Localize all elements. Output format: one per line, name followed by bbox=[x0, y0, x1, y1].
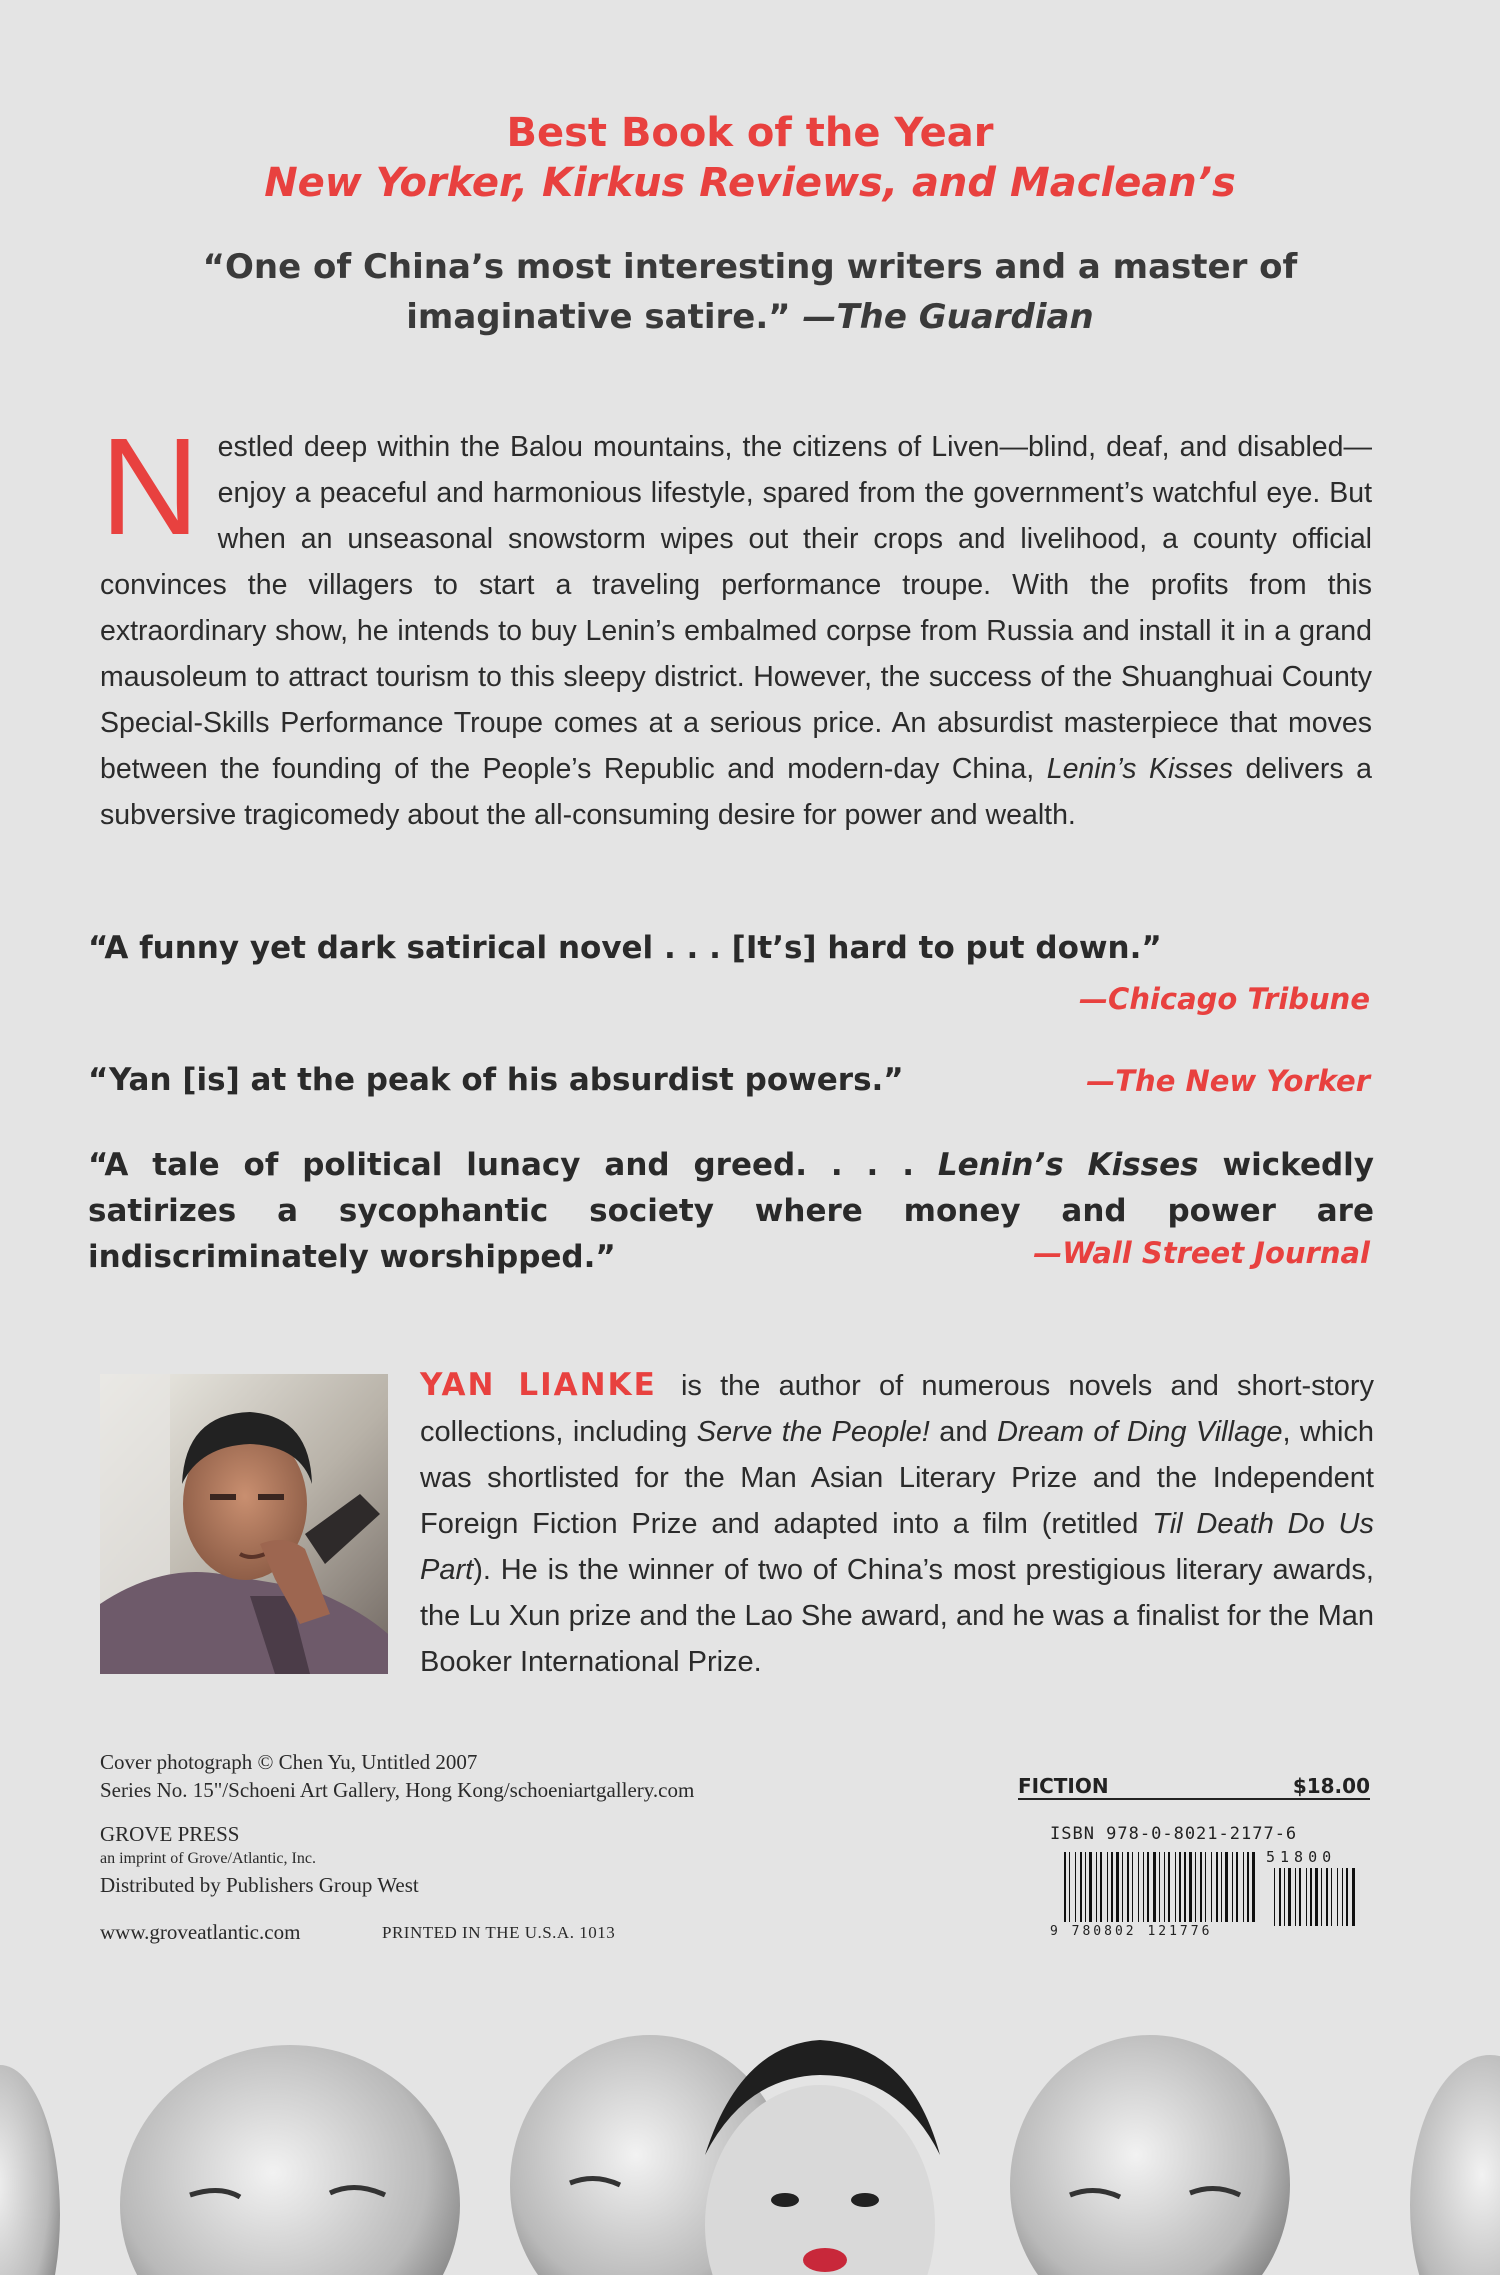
addon-bar bbox=[1346, 1868, 1348, 1926]
barcode-bar bbox=[1205, 1852, 1206, 1922]
barcode-bar bbox=[1236, 1852, 1238, 1922]
author-bio-text-1: is the author of numerous novels and short-story collections, including bbox=[420, 1370, 1375, 1448]
addon-bar bbox=[1321, 1868, 1322, 1926]
addon-bar bbox=[1299, 1868, 1301, 1926]
barcode-bar bbox=[1122, 1852, 1123, 1922]
review-quote-3-text-2: wickedly satirizes a sycophantic society where money and power are indiscriminately worshipped.” bbox=[88, 1147, 1374, 1275]
barcode-bar bbox=[1159, 1852, 1160, 1922]
review-source-3: —Wall Street Journal bbox=[1033, 1236, 1370, 1270]
author-name: YAN LIANKE bbox=[420, 1367, 657, 1403]
review-quote-3-text-1: “A tale of political lunacy and greed. . . . bbox=[88, 1147, 914, 1183]
price-box bbox=[1018, 1774, 1370, 1800]
description-blurb bbox=[100, 410, 1372, 838]
review-quote-1: “A funny yet dark satirical novel . . . [It’s] hard to put down.” bbox=[88, 930, 1162, 966]
barcode bbox=[1050, 1848, 1360, 1939]
cover-art-faces bbox=[0, 1985, 1500, 2275]
author-book-2: Dream of Ding Village bbox=[996, 1416, 1283, 1448]
addon-bar bbox=[1342, 1868, 1343, 1926]
barcode-bar bbox=[1096, 1852, 1097, 1922]
barcode-bar bbox=[1132, 1852, 1133, 1922]
author-bio-text-3: , which was shortlisted for the Man Asian Literary Prize and the Independent Foreign Fiction Prize and adapted into a film (retitled bbox=[420, 1416, 1375, 1540]
author-bio-text-2: and bbox=[939, 1416, 988, 1448]
barcode-bar bbox=[1168, 1852, 1170, 1922]
barcode-bar bbox=[1107, 1852, 1108, 1922]
barcode-bar bbox=[1100, 1852, 1102, 1922]
addon-bar bbox=[1284, 1868, 1285, 1926]
publisher-block bbox=[100, 1820, 419, 1900]
barcode-bar bbox=[1147, 1852, 1149, 1922]
category-label: FICTION bbox=[1018, 1774, 1109, 1798]
author-photo bbox=[100, 1374, 388, 1674]
barcode-bar bbox=[1179, 1852, 1181, 1922]
isbn-label: ISBN 978-0-8021-2177-6 bbox=[1050, 1824, 1298, 1844]
addon-bar bbox=[1306, 1868, 1307, 1926]
price-label: $18.00 bbox=[1292, 1774, 1370, 1798]
addon-bar bbox=[1310, 1868, 1312, 1926]
barcode-bar bbox=[1089, 1852, 1092, 1922]
cover-photo-credit: Cover photograph © Chen Yu, Untitled 2007 bbox=[100, 1750, 478, 1774]
addon-bar bbox=[1337, 1868, 1338, 1926]
author-portrait-image bbox=[100, 1374, 388, 1674]
barcode-bar bbox=[1164, 1852, 1165, 1922]
website: www.groveatlantic.com bbox=[100, 1920, 301, 1944]
barcode-bar bbox=[1064, 1852, 1066, 1922]
cover-credits bbox=[100, 1748, 694, 1804]
barcode-bar bbox=[1225, 1852, 1228, 1922]
author-bio bbox=[420, 1362, 1374, 1685]
printed-in: PRINTED IN THE U.S.A. 1013 bbox=[382, 1923, 616, 1942]
review-quote-2: “Yan [is] at the peak of his absurdist powers.” bbox=[88, 1062, 904, 1098]
blurb-book-title: Lenin’s Kisses bbox=[1046, 753, 1233, 785]
addon-bar bbox=[1288, 1868, 1291, 1926]
award-line-2: New Yorker, Kirkus Reviews, and Maclean’s bbox=[264, 160, 1236, 206]
barcode-digits: 9 780802 121776 bbox=[1050, 1924, 1213, 1939]
guardian-quote bbox=[190, 242, 1310, 342]
barcode-bar bbox=[1111, 1852, 1113, 1922]
barcode-bar bbox=[1221, 1852, 1222, 1922]
publisher-name: GROVE PRESS bbox=[100, 1822, 240, 1846]
barcode-bar bbox=[1200, 1852, 1202, 1922]
barcode-bar bbox=[1116, 1852, 1119, 1922]
barcode-bar bbox=[1069, 1852, 1070, 1922]
addon-bar bbox=[1352, 1868, 1355, 1926]
barcode-bar bbox=[1247, 1852, 1249, 1922]
addon-bar bbox=[1274, 1868, 1275, 1926]
drop-cap: N bbox=[100, 410, 200, 564]
barcode-addon-digits: 51800 bbox=[1266, 1848, 1337, 1866]
addon-bar bbox=[1326, 1868, 1328, 1926]
barcode-bar bbox=[1195, 1852, 1196, 1922]
barcode-bar bbox=[1252, 1852, 1255, 1922]
barcode-bar bbox=[1189, 1852, 1192, 1922]
author-film-title: Til Death Do Us Part bbox=[420, 1508, 1375, 1586]
review-source-2: —The New Yorker bbox=[1086, 1064, 1370, 1098]
barcode-bar bbox=[1216, 1852, 1218, 1922]
blurb-text-1: estled deep within the Balou mountains, the citizens of Liven—blind, deaf, and disabled—enjoy a peaceful and harmonious lifestyle, spared from the government’s watchful eye. But when an unseasonal snowstorm wipes out their crops and livelihood, a county official convinces the villagers to start a traveling performance troupe. With the profits from this extraordinary show, he intends to buy Lenin’s embalmed corpse from Russia and install it in a grand mausoleum to attract tourism to this sleepy district. However, the success of the Shuanghuai County Special-Skills Performance Troupe comes at a serious price. An absurdist masterpiece that moves between the founding of the People’s Republic and modern-day China, bbox=[100, 431, 1372, 785]
author-book-1: Serve the People! bbox=[696, 1416, 930, 1448]
guardian-quote-source: —The Guardian bbox=[802, 297, 1094, 337]
barcode-bar bbox=[1211, 1852, 1212, 1922]
barcode-bar bbox=[1175, 1852, 1176, 1922]
addon-bar bbox=[1279, 1868, 1281, 1926]
distributor: Distributed by Publishers Group West bbox=[100, 1873, 419, 1897]
barcode-bar bbox=[1085, 1852, 1086, 1922]
addon-bar bbox=[1315, 1868, 1318, 1926]
faces-artwork bbox=[0, 1985, 1500, 2275]
barcode-bar bbox=[1143, 1852, 1144, 1922]
review-quote-3-title: Lenin’s Kisses bbox=[937, 1147, 1199, 1183]
barcode-bar bbox=[1243, 1852, 1244, 1922]
review-source-1: —Chicago Tribune bbox=[1079, 982, 1370, 1016]
publisher-imprint: an imprint of Grove/Atlantic, Inc. bbox=[100, 1850, 316, 1867]
barcode-bar bbox=[1080, 1852, 1082, 1922]
award-heading bbox=[0, 108, 1500, 208]
award-line-1: Best Book of the Year bbox=[506, 110, 994, 156]
blurb-text-2: delivers a subversive tragicomedy about the all-consuming desire for power and wealth. bbox=[100, 753, 1372, 831]
guardian-quote-text: “One of China’s most interesting writers and a master of imaginative satire.” bbox=[202, 247, 1298, 337]
barcode-bar bbox=[1232, 1852, 1233, 1922]
series-credit: Series No. 15"/Schoeni Art Gallery, Hong Kong/schoeniartgallery.com bbox=[100, 1778, 695, 1802]
barcode-bar bbox=[1184, 1852, 1186, 1922]
barcode-bar bbox=[1138, 1852, 1139, 1922]
addon-bar bbox=[1331, 1868, 1332, 1926]
addon-bar bbox=[1295, 1868, 1296, 1926]
barcode-bar bbox=[1127, 1852, 1129, 1922]
barcode-bar bbox=[1153, 1852, 1156, 1922]
barcode-bar bbox=[1075, 1852, 1076, 1922]
author-bio-text-4: ). He is the winner of two of China’s most prestigious literary awards, the Lu Xun prize and the Lao She award, and he was a finalist for the Man Booker International Prize. bbox=[420, 1554, 1374, 1678]
